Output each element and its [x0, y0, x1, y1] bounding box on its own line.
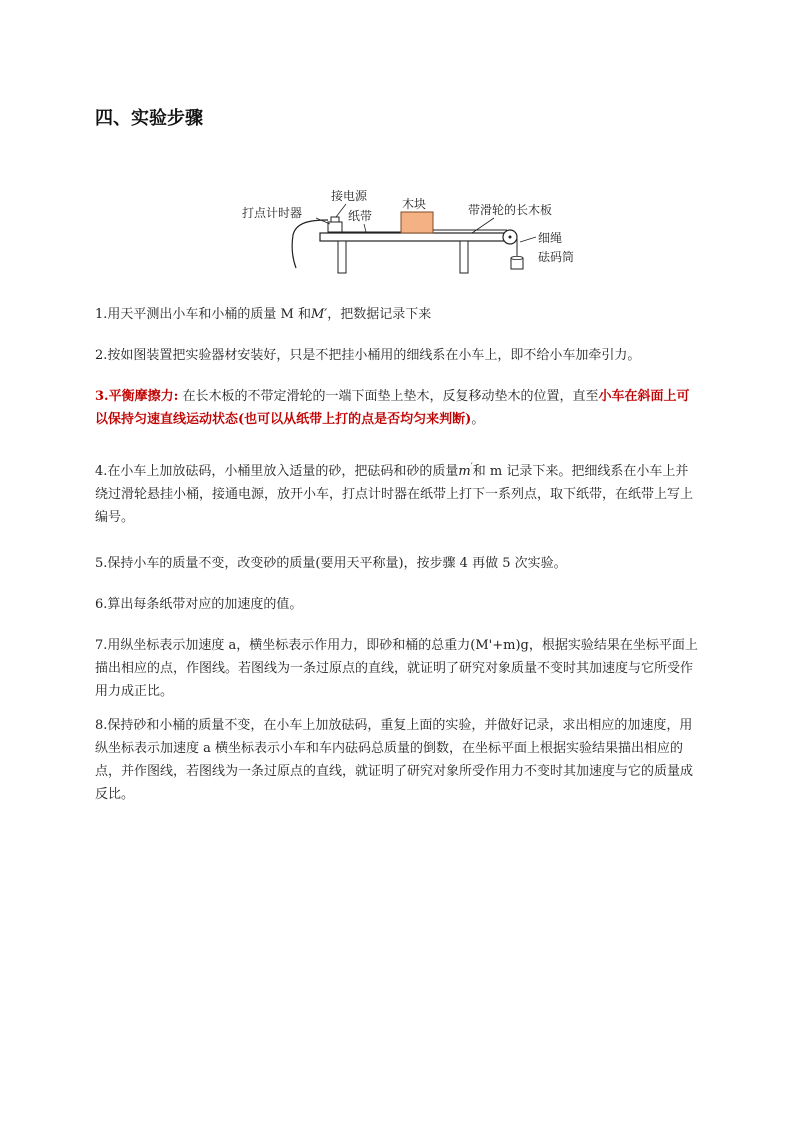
step-1-text-a: 1.用天平测出小车和小桶的质量 M 和 — [95, 307, 311, 322]
step-4 — [95, 460, 698, 529]
step-4-prime: ′ — [470, 462, 473, 473]
step-3-end: 。 — [471, 412, 485, 427]
step-4-text-a: 4.在小车上加放砝码，小桶里放入适量的砂，把砝码和砂的质量 — [95, 464, 459, 479]
label-block: 木块 — [402, 197, 427, 211]
label-power: 接电源 — [331, 189, 368, 203]
leader-tape — [364, 224, 366, 232]
step-4-symbol: m — [458, 464, 471, 479]
step-1-text-c: ，把数据记录下来 — [327, 307, 432, 322]
section-heading: 四、实验步骤 — [95, 108, 203, 129]
step-4-text-c: 和 m 记录下来。把细线系在小车上并绕过滑轮悬挂小桶，接通电源，放开小车，打点计时器在纸带上打下一系列点，取下纸带，在纸带上写上编号。 — [95, 464, 694, 525]
timer-top — [331, 217, 339, 222]
step-3-emphasis: 小车在斜面上可以保持匀速直线运动状态(也可以从纸带上打的点是否均匀来判断) — [95, 389, 690, 427]
label-string: 细绳 — [538, 231, 563, 245]
step-3-body: 在长木板的不带定滑轮的一端下面垫上垫木，反复移动垫木的位置，直至 — [178, 389, 599, 404]
label-tape: 纸带 — [348, 209, 373, 223]
leader-power — [336, 204, 346, 217]
long-board — [320, 233, 512, 241]
step-5: 5.保持小车的质量不变，改变砂的质量(要用天平称量)，按步骤 4 再做 5 次实验。 — [95, 556, 567, 571]
leader-string — [520, 237, 536, 242]
experiment-apparatus-figure — [236, 180, 596, 280]
step-7: 7.用纵坐标表示加速度 a，横坐标表示作用力，即砂和桶的总重力(M'+m)g，根据实验结果在坐标平面上描出相应的点，作图线。若图线为一条过原点的直线，就证明了研究对象质量不变时其加速度与它所受作用力成正比。 — [95, 638, 698, 699]
step-1 — [95, 303, 698, 326]
power-cable — [292, 220, 328, 268]
step-1-symbol: M′ — [310, 307, 328, 322]
step-8: 8.保持砂和小桶的质量不变，在小车上加放砝码，重复上面的实验，并做好记录，求出相应的加速度，用纵坐标表示加速度 a 横坐标表示小车和车内砝码总质量的倒数，在坐标平面上根据实验结果描出相应的点，并作图线，若图线为一条过原点的直线，就证明了研究对象所受作用力不变时其加速度与它的质量成反比。 — [95, 718, 694, 802]
step-6: 6.算出每条纸带对应的加速度的值。 — [95, 597, 303, 612]
label-bucket: 砝码筒 — [538, 250, 575, 264]
wood-block — [401, 212, 433, 233]
step-2: 2.按如图装置把实验器材安装好，只是不把挂小桶用的细线系在小车上，即不给小车加牵引力。 — [95, 348, 641, 363]
label-timer: 打点计时器 — [242, 206, 303, 220]
timer — [328, 222, 342, 232]
table-leg-right — [460, 241, 468, 273]
label-board: 带滑轮的长木板 — [468, 203, 553, 217]
table-leg-left — [338, 241, 346, 273]
step-3 — [95, 385, 698, 431]
step-3-label: 3.平衡摩擦力: — [95, 389, 179, 404]
leader-timer — [316, 218, 330, 224]
leader-board — [472, 218, 494, 233]
